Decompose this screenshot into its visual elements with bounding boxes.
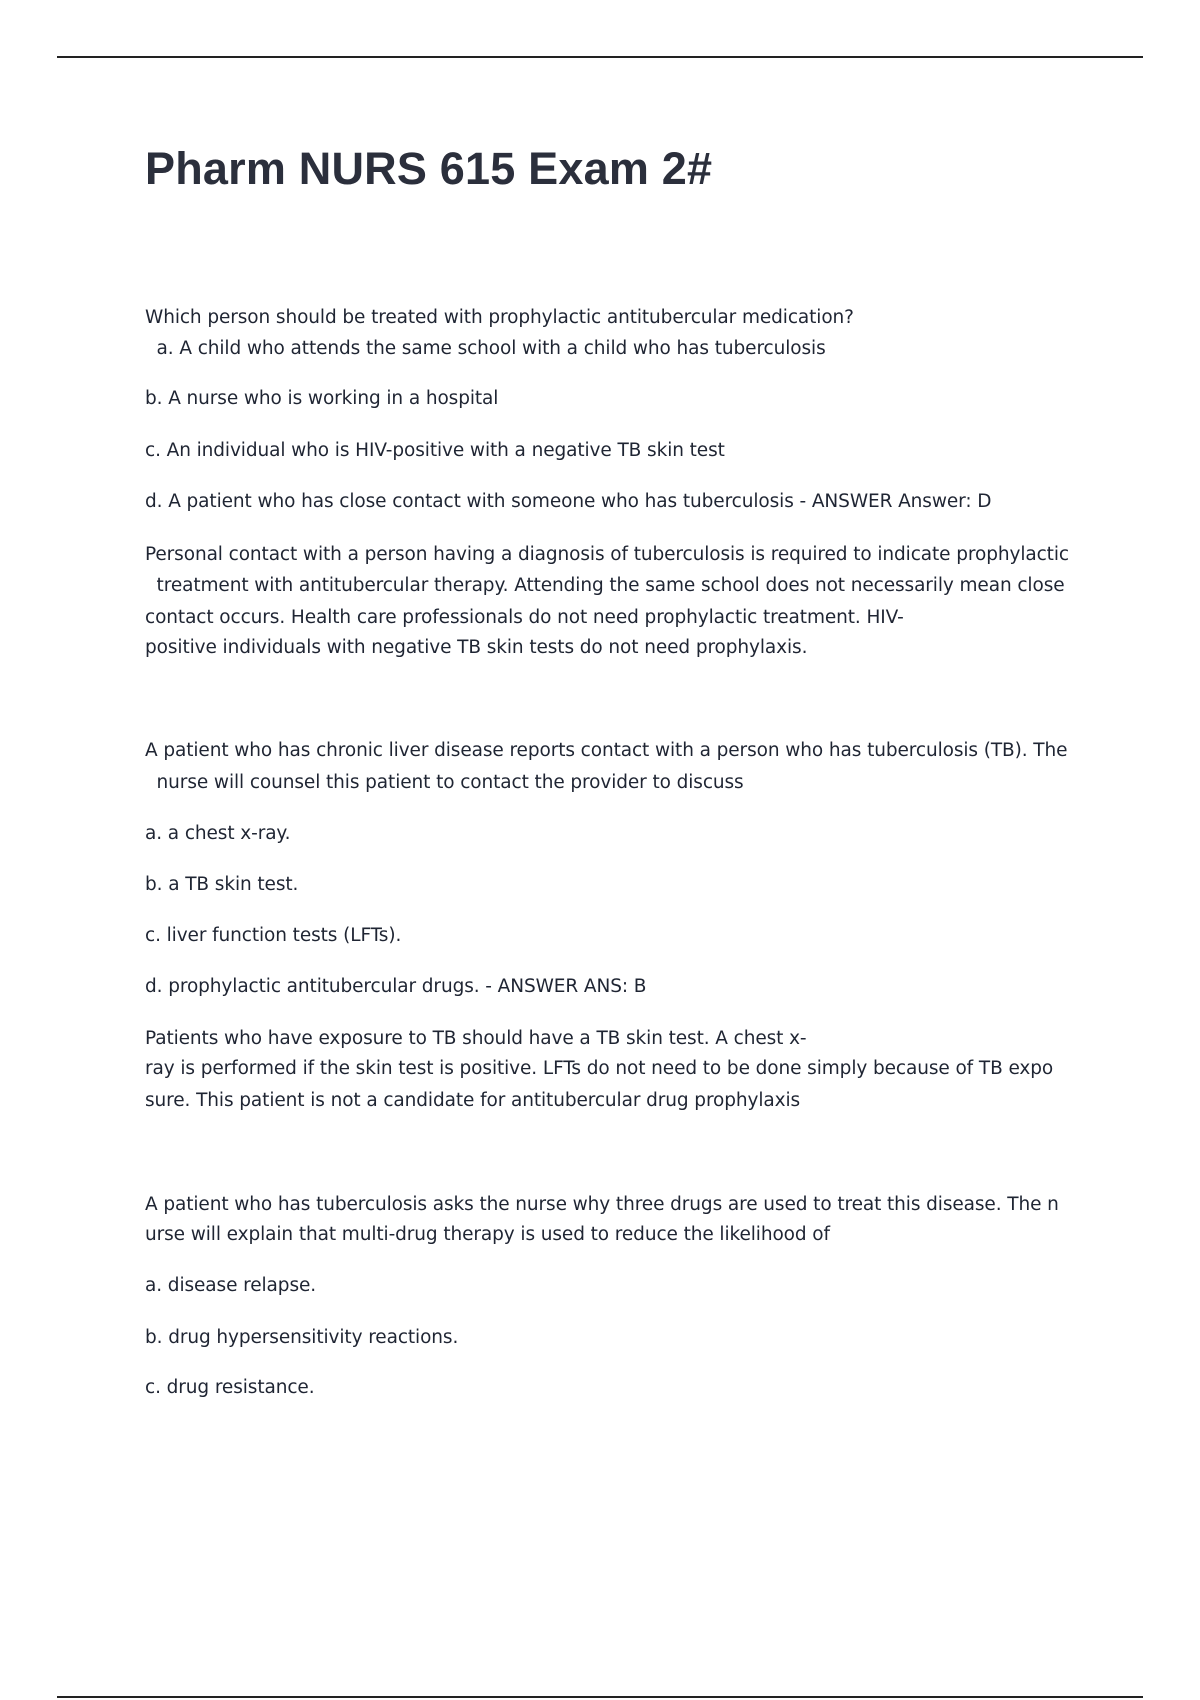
question-2-rationale-line-3: sure. This patient is not a candidate for antitubercular drug prophylaxis <box>145 1090 801 1111</box>
question-1-rationale-line-2: treatment with antitubercular therapy. Attending the same school does not necessarily mean close <box>145 575 1065 596</box>
top-rule <box>57 56 1143 58</box>
question-3-option-a: a. disease relapse. <box>145 1275 317 1296</box>
question-2-option-b: b. a TB skin test. <box>145 874 299 895</box>
question-2-option-d-answer: d. prophylactic antitubercular drugs. - ANSWER ANS: B <box>145 976 647 997</box>
question-1-stem-line-1: Which person should be treated with prophylactic antitubercular medication? <box>145 307 854 328</box>
question-2-option-c: c. liver function tests (LFTs). <box>145 925 402 946</box>
page-title: Pharm NURS 615 Exam 2# <box>145 143 713 194</box>
question-2-rationale-line-2: ray is performed if the skin test is positive. LFTs do not need to be done simply because of TB expo <box>145 1058 1054 1079</box>
question-1-rationale-line-4: positive individuals with negative TB skin tests do not need prophylaxis. <box>145 637 808 658</box>
question-1-option-d-answer: d. A patient who has close contact with someone who has tuberculosis - ANSWER Answer: D <box>145 491 992 512</box>
question-3-option-c: c. drug resistance. <box>145 1377 315 1398</box>
question-1-rationale-line-1: Personal contact with a person having a diagnosis of tuberculosis is required to indicate prophylactic <box>145 544 1069 565</box>
question-1-option-c: c. An individual who is HIV-positive with a negative TB skin test <box>145 440 725 461</box>
question-1-option-b: b. A nurse who is working in a hospital <box>145 388 499 409</box>
bottom-rule <box>57 1696 1143 1698</box>
question-1-rationale-line-3: contact occurs. Health care professionals do not need prophylactic treatment. HIV- <box>145 607 904 628</box>
question-3-stem-line-1: A patient who has tuberculosis asks the nurse why three drugs are used to treat this disease. The n <box>145 1194 1059 1215</box>
question-3-stem-line-2: urse will explain that multi-drug therapy is used to reduce the likelihood of <box>145 1224 830 1245</box>
question-2-rationale-line-1: Patients who have exposure to TB should have a TB skin test. A chest x- <box>145 1028 807 1049</box>
question-2-option-a: a. a chest x-ray. <box>145 823 291 844</box>
question-1-stem-line-2: a. A child who attends the same school with a child who has tuberculosis <box>145 338 826 359</box>
question-3-option-b: b. drug hypersensitivity reactions. <box>145 1327 459 1348</box>
question-2-stem-line-2: nurse will counsel this patient to contact the provider to discuss <box>145 772 744 793</box>
question-2-stem-line-1: A patient who has chronic liver disease reports contact with a person who has tuberculosis (TB). The <box>145 740 1068 761</box>
